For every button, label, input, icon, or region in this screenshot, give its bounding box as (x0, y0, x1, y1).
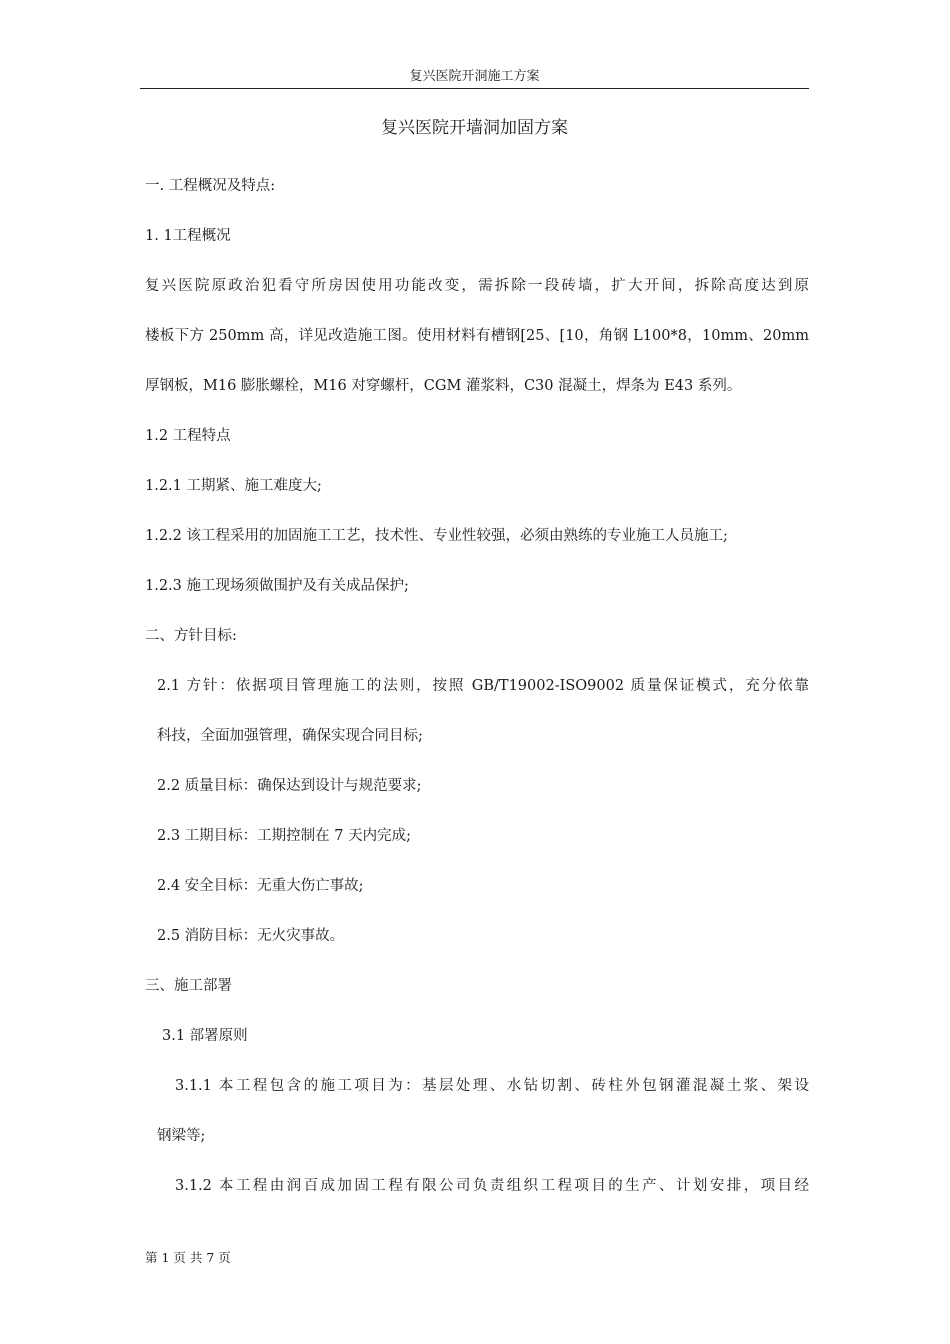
section-heading-2: 二、方针目标: (145, 628, 237, 644)
list-item: 2.4 安全目标：无重大伤亡事故; (157, 878, 364, 894)
list-item: 1.2.3 施工现场须做围护及有关成品保护; (145, 578, 409, 594)
page-header: 复兴医院开洞施工方案 (409, 69, 540, 84)
document-body (145, 175, 809, 1225)
list-item: 2.1 方针：依据项目管理施工的法则，按照 GB/T19002-ISO9002 质量保证模式，充分依靠 (157, 678, 809, 694)
list-item: 1.2.1 工期紧、施工难度大; (145, 478, 322, 494)
list-item: 3.1.1 本工程包含的施工项目为：基层处理、水钻切割、砖柱外包钢灌混凝土浆、架设 (175, 1078, 809, 1094)
list-item-continuation: 科技，全面加强管理，确保实现合同目标; (157, 728, 423, 744)
list-item: 3.1.2 本工程由润百成加固工程有限公司负责组织工程项目的生产、计划安排，项目经 (175, 1178, 809, 1194)
section-heading-1: 一. 工程概况及特点: (145, 178, 276, 194)
list-item-continuation: 钢梁等; (157, 1128, 206, 1144)
subsection-heading: 1. 1工程概况 (145, 228, 231, 244)
paragraph-line: 楼板下方 250mm 高，详见改造施工图。使用材料有槽钢[25、[10，角钢 L100*8，10mm、20mm (145, 328, 809, 344)
paragraph-line: 厚钢板，M16 膨胀螺栓，M16 对穿螺杆，CGM 灌浆料，C30 混凝土，焊条为 E43 系列。 (145, 378, 742, 394)
paragraph-line: 复兴医院原政治犯看守所房因使用功能改变，需拆除一段砖墙，扩大开间，拆除高度达到原 (145, 278, 809, 294)
document-title: 复兴医院开墙洞加固方案 (381, 118, 568, 138)
list-item: 2.5 消防目标：无火灾事故。 (157, 928, 345, 944)
header-rule (140, 88, 809, 89)
section-heading-3: 三、施工部署 (145, 978, 232, 994)
subsection-heading: 3.1 部署原则 (162, 1028, 248, 1044)
list-item: 1.2.2 该工程采用的加固施工工艺，技术性、专业性较强，必须由熟练的专业施工人员施工; (145, 528, 728, 544)
page-footer: 第 1 页 共 7 页 (145, 1250, 231, 1265)
list-item: 2.3 工期目标：工期控制在 7 天内完成; (157, 828, 411, 844)
list-item: 2.2 质量目标：确保达到设计与规范要求; (157, 778, 422, 794)
subsection-heading: 1.2 工程特点 (145, 428, 231, 444)
